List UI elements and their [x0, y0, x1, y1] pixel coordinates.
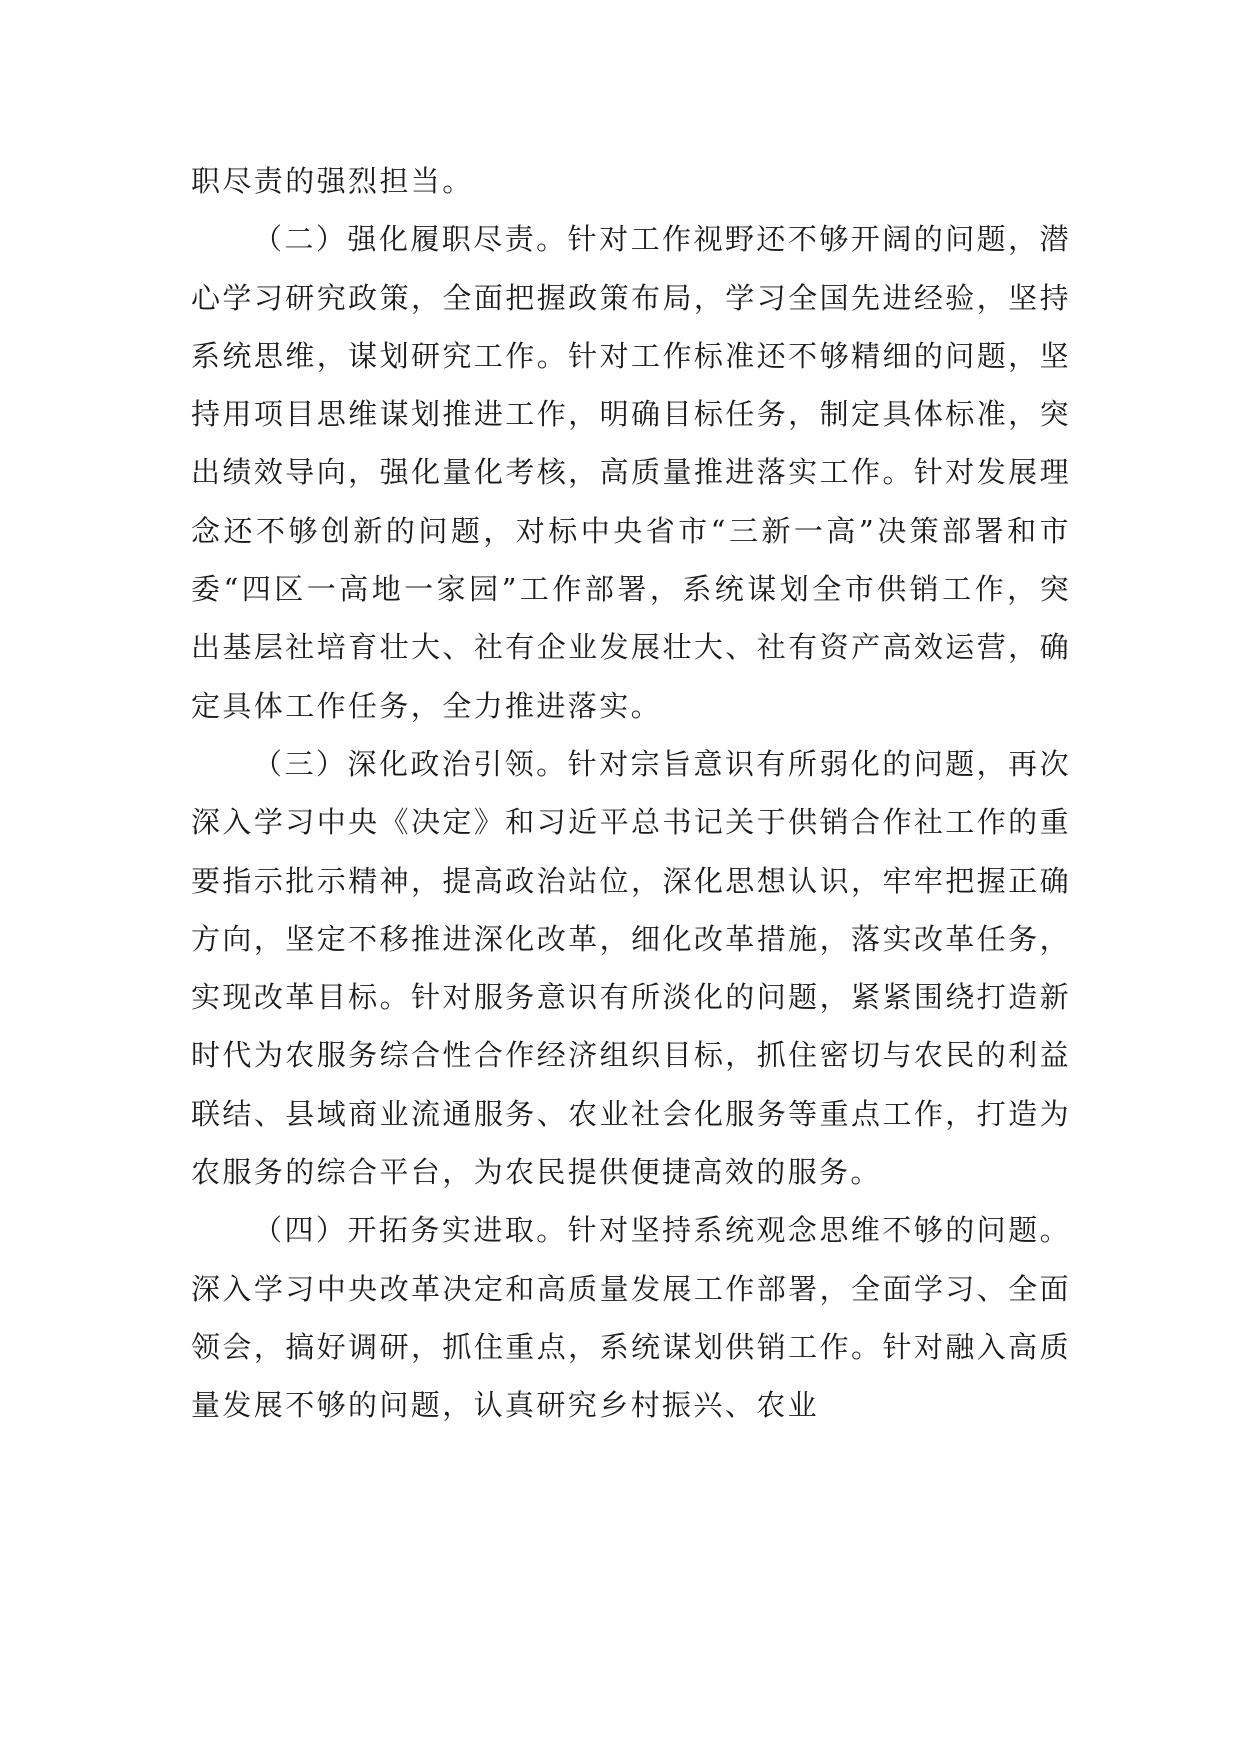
- paragraph-continuation: 职尽责的强烈担当。: [191, 164, 474, 198]
- paragraph-section-4: （四）开拓务实进取。针对坚持系统观念思维不够的问题。深入学习中央改革决定和高质量发展工作部署，全面学习、全面领会，搞好调研，抓住重点，系统谋划供销工作。针对融入高质量发展不够的问题，认真研究乡村振兴、农业: [191, 1213, 1071, 1423]
- document-body: [191, 152, 1071, 1435]
- paragraph-section-2: （二）强化履职尽责。针对工作视野还不够开阔的问题，潜心学习研究政策，全面把握政策布局，学习全国先进经验，坚持系统思维，谋划研究工作。针对工作标准还不够精细的问题，坚持用项目思维谋划推进工作，明确目标任务，制定具体标准，突出绩效导向，强化量化考核，高质量推进落实工作。针对发展理念还不够创新的问题，对标中央省市“三新一高”决策部署和市委“四区一高地一家园”工作部署，系统谋划全市供销工作，突出基层社培育壮大、社有企业发展壮大、社有资产高效运营，确定具体工作任务，全力推进落实。: [191, 222, 1071, 723]
- paragraph-section-3: （三）深化政治引领。针对宗旨意识有所弱化的问题，再次深入学习中央《决定》和习近平总书记关于供销合作社工作的重要指示批示精神，提高政治站位，深化思想认识，牢牢把握正确方向，坚定不移推进深化改革，细化改革措施，落实改革任务，实现改革目标。针对服务意识有所淡化的问题，紧紧围绕打造新时代为农服务综合性合作经济组织目标，抓住密切与农民的利益联结、县域商业流通服务、农业社会化服务等重点工作，打造为农服务的综合平台，为农民提供便捷高效的服务。: [191, 746, 1071, 1190]
